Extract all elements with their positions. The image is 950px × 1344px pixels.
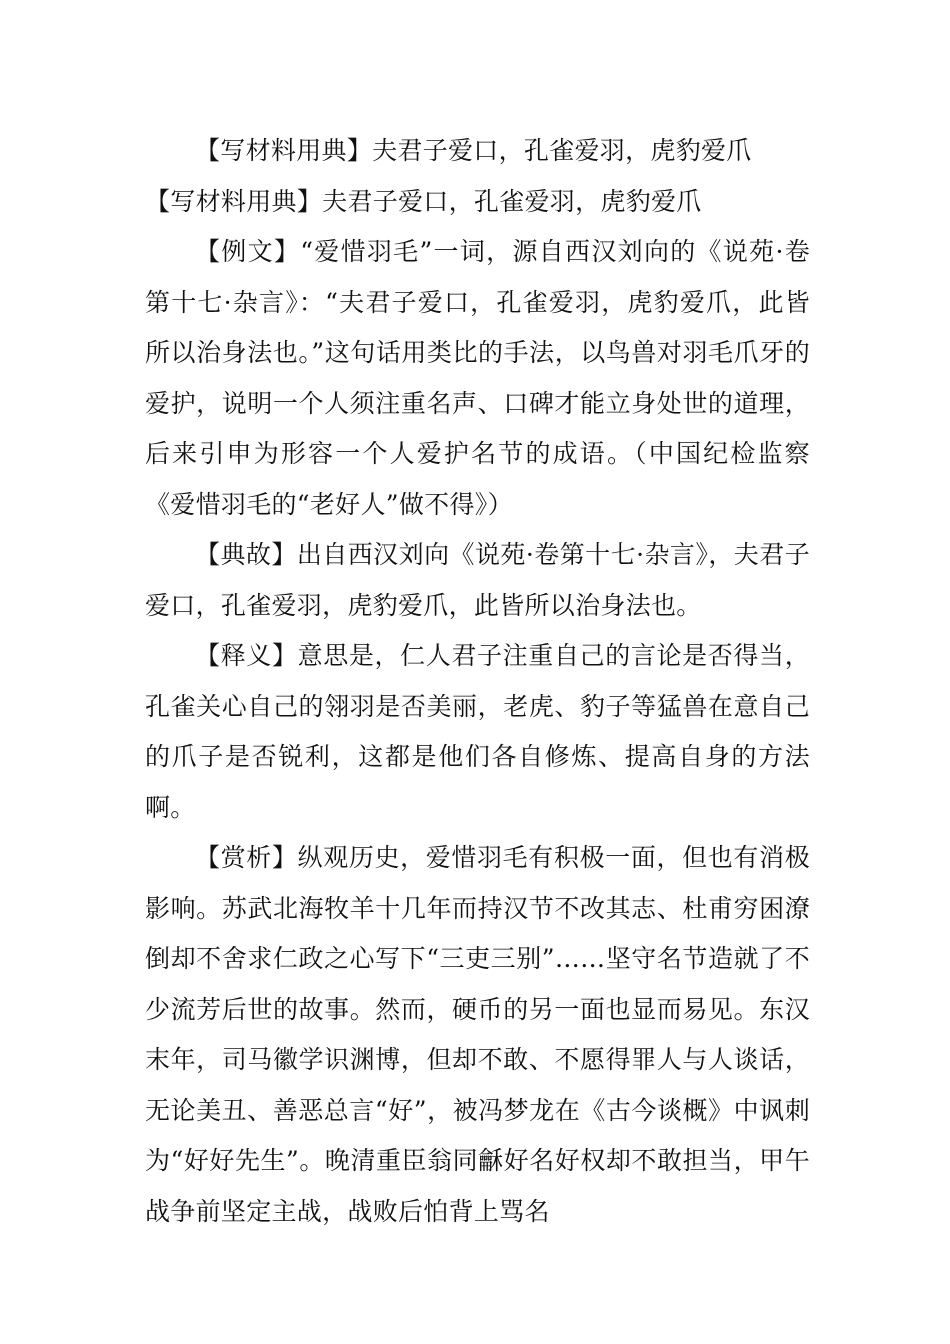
paragraph-meaning bbox=[145, 631, 810, 833]
paragraph-appreciation bbox=[145, 833, 810, 1237]
paragraph-label: 【释义】 bbox=[195, 641, 298, 670]
paragraph-allusion bbox=[145, 530, 810, 631]
paragraph-label: 【赏析】 bbox=[195, 843, 298, 872]
paragraph-label: 【例文】 bbox=[195, 237, 301, 266]
paragraph-text: 意思是，仁人君子注重自己的言论是否得当，孔雀关心自己的翎羽是否美丽，老虎、豹子等猛兽在意自己的爪子是否锐利，这都是他们各自修炼、提高自身的方法啊。 bbox=[145, 641, 810, 822]
document-body bbox=[145, 126, 810, 1237]
paragraph-label: 【典故】 bbox=[195, 540, 297, 569]
document-title: 【写材料用典】夫君子爱口，孔雀爱羽，虎豹爱爪 bbox=[195, 136, 752, 165]
paragraph-text: 出自西汉刘向《说苑·卷第十七·杂言》，夫君子爱口，孔雀爱羽，虎豹爱爪，此皆所以治身法也。 bbox=[145, 540, 810, 620]
paragraph-example bbox=[145, 227, 810, 530]
document-subtitle: 【写材料用典】夫君子爱口，孔雀爱羽，虎豹爱爪 bbox=[145, 186, 702, 216]
paragraph-text: 纵观历史，爱惜羽毛有积极一面，但也有消极影响。苏武北海牧羊十几年而持汉节不改其志、杜甫穷困潦倒却不舍求仁政之心写下“三吏三别”……坚守名节造就了不少流芳后世的故事。然而，硬币的另一面也显而易见。东汉末年，司马徽学识渊博，但却不敢、不愿得罪人与人谈话，无论美丑、善恶总言“好”，被冯梦龙在《古今谈概》中讽刺为“好好先生”。晚清重臣翁同龢好名好权却不敢担当，甲午战争前坚定主战，战败后怕背上骂名 bbox=[145, 843, 810, 1226]
paragraph-text: “爱惜羽毛”一词，源自西汉刘向的《说苑·卷第十七·杂言》：“夫君子爱口，孔雀爱羽，虎豹爱爪，此皆所以治身法也。”这句话用类比的手法，以鸟兽对羽毛爪牙的爱护，说明一个人须注重名声、口碑才能立身处世的道理，后来引申为形容一个人爱护名节的成语。（中国纪检监察《爱惜羽毛的“老好人”做不得》） bbox=[145, 237, 810, 519]
